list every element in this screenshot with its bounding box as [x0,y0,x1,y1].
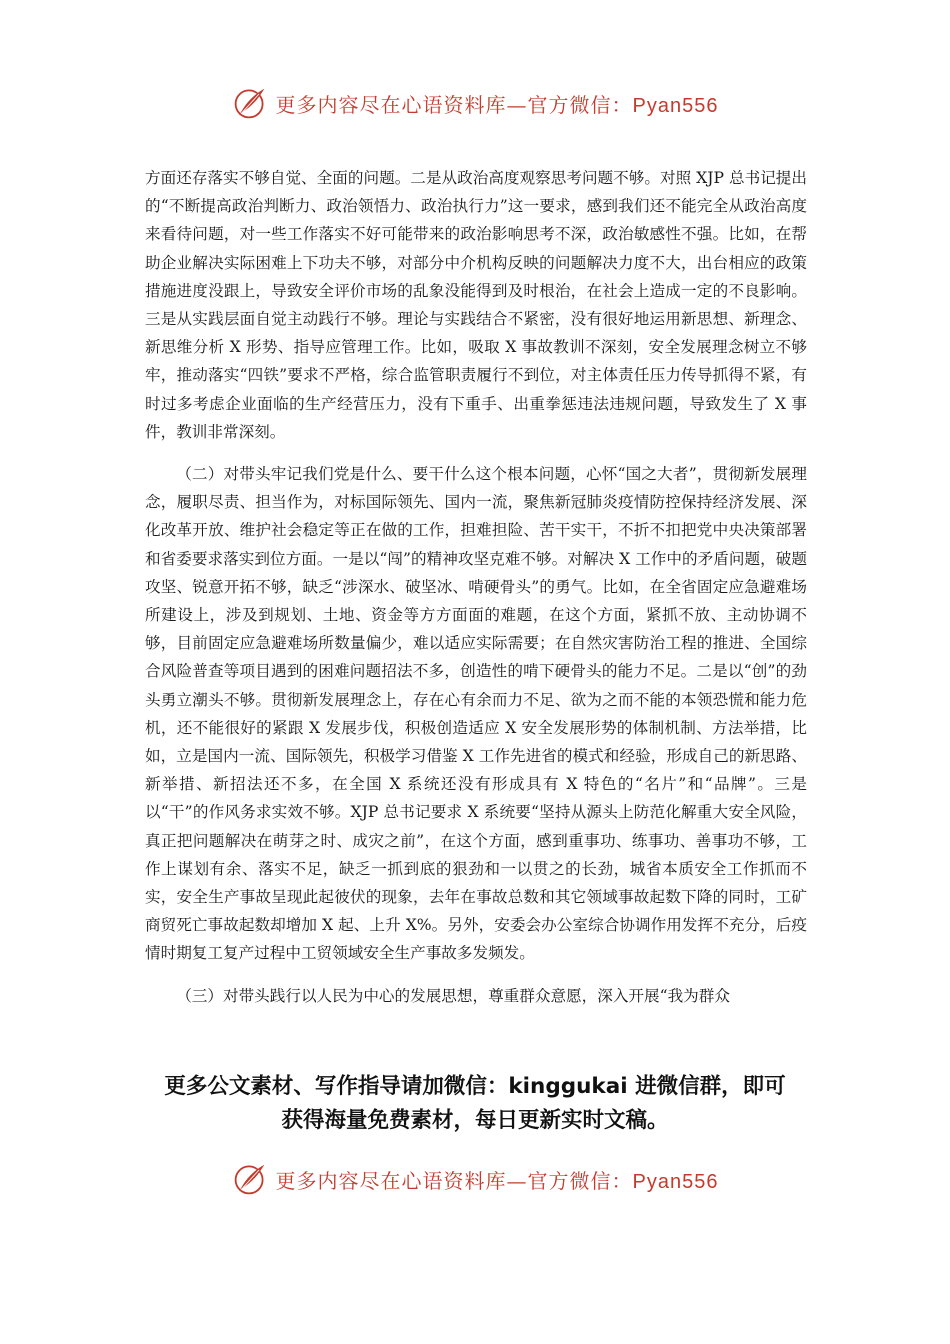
feather-logo-icon [232,85,268,121]
paragraph-section-2: （二）对带头牢记我们党是什么、要干什么这个根本问题，心怀“国之大者”，贯彻新发展理念，履职尽责、担当作为，对标国际领先、国内一流，聚焦新冠肺炎疫情防控保持经济发展、深化改革开放、维护社会稳定等正在做的工作，担难担险、苦干实干，不折不扣把党中央决策部署和省委要求落实到位方面。一是以“闯”的精神攻坚克难不够。对解决 X 工作中的矛盾问题，破题攻坚、锐意开拓不够，缺乏“涉深水、破坚冰、啃硬骨头”的勇气。比如，在全省固定应急避难场所建设上，涉及到规划、土地、资金等方方面面的难题，在这个方面，紧抓不放、主动协调不够，目前固定应急避难场所数量偏少，难以适应实际需要；在自然灾害防治工程的推进、全国综合风险普查等项目遇到的困难问题招法不多，创造性的啃下硬骨头的能力不足。二是以“创”的劲头勇立潮头不够。贯彻新发展理念上，存在心有余而力不足、欲为之而不能的本领恐慌和能力危机，还不能很好的紧跟 X 发展步伐，积极创造适应 X 安全发展形势的体制机制、方法举措，比如，立是国内一流、国际领先，积极学习借鉴 X 工作先进省的模式和经验，形成自己的新思路、新举措、新招法还不多，在全国 X 系统还没有形成具有 X 特色的“名片”和“品牌”。三是以“干”的作风务求实效不够。XJP 总书记要求 X 系统要“坚持从源头上防范化解重大安全风险，真正把问题解决在萌芽之时、成灾之前”，在这个方面，感到重事功、练事功、善事功不够，工作上谋划有余、落实不足，缺乏一抓到底的狠劲和一以贯之的长劲，城省本质安全工作抓而不实，安全生产事故呈现此起彼伏的现象，去年在事故总数和其它领域事故起数下降的同时，工矿商贸死亡事故起数却增加 X 起、上升 X%。另外，安委会办公室综合协调作用发挥不充分，后疫情时期复工复产过程中工贸领域安全生产事故多发频发。 [145,465,807,963]
header-banner-text: 更多内容尽在心语资料库—官方微信：Pyan556 [275,92,719,117]
header-banner [0,80,950,126]
paragraph-section-3: （三）对带头践行以人民为中心的发展思想，尊重群众意愿，深入开展“我为群众 [176,986,730,1005]
header-wechat-id: Pyan556 [632,94,719,117]
document-body [145,164,807,1024]
paragraph-continuation: 方面还存落实不够自觉、全面的问题。二是从政治高度观察思考问题不够。对照 XJP 总书记提出的“不断提高政治判断力、政治领悟力、政治执行力”这一要求，感到我们还不能完全从政治高度来看待问题，对一些工作落实不好可能带来的政治影响思考不深，政治敏感性不强。比如，在帮助企业解决实际困难上下功夫不够，对部分中介机构反映的问题解决力度不大，出台相应的政策措施进度没跟上，导致安全评价市场的乱象没能得到及时根治，在社会上造成一定的不良影响。三是从实践层面自觉主动践行不够。理论与实践结合不紧密，没有很好地运用新思想、新理念、新思维分析 X 形势、指导应管理工作。比如，吸取 X 事故教训不深刻，安全发展理念树立不够牢，推动落实“四铁”要求不严格，综合监管职责履行不到位，对主体责任压力传导抓得不紧，有时过多考虑企业面临的生产经营压力，没有下重手、出重拳惩违法违规问题，导致发生了 X 事件，教训非常深刻。 [145,169,807,441]
feather-logo-icon [232,1161,268,1197]
footer-banner-text: 更多内容尽在心语资料库—官方微信：Pyan556 [275,1168,719,1193]
footer-wechat-id: Pyan556 [632,1170,719,1193]
promo-line-1: 更多公文素材、写作指导请加微信：kinggukai 进微信群，即可 [164,1074,786,1099]
footer-banner [0,1156,950,1202]
promo-text [0,1070,950,1138]
promo-line-2: 获得海量免费素材，每日更新实时文稿。 [281,1108,669,1133]
